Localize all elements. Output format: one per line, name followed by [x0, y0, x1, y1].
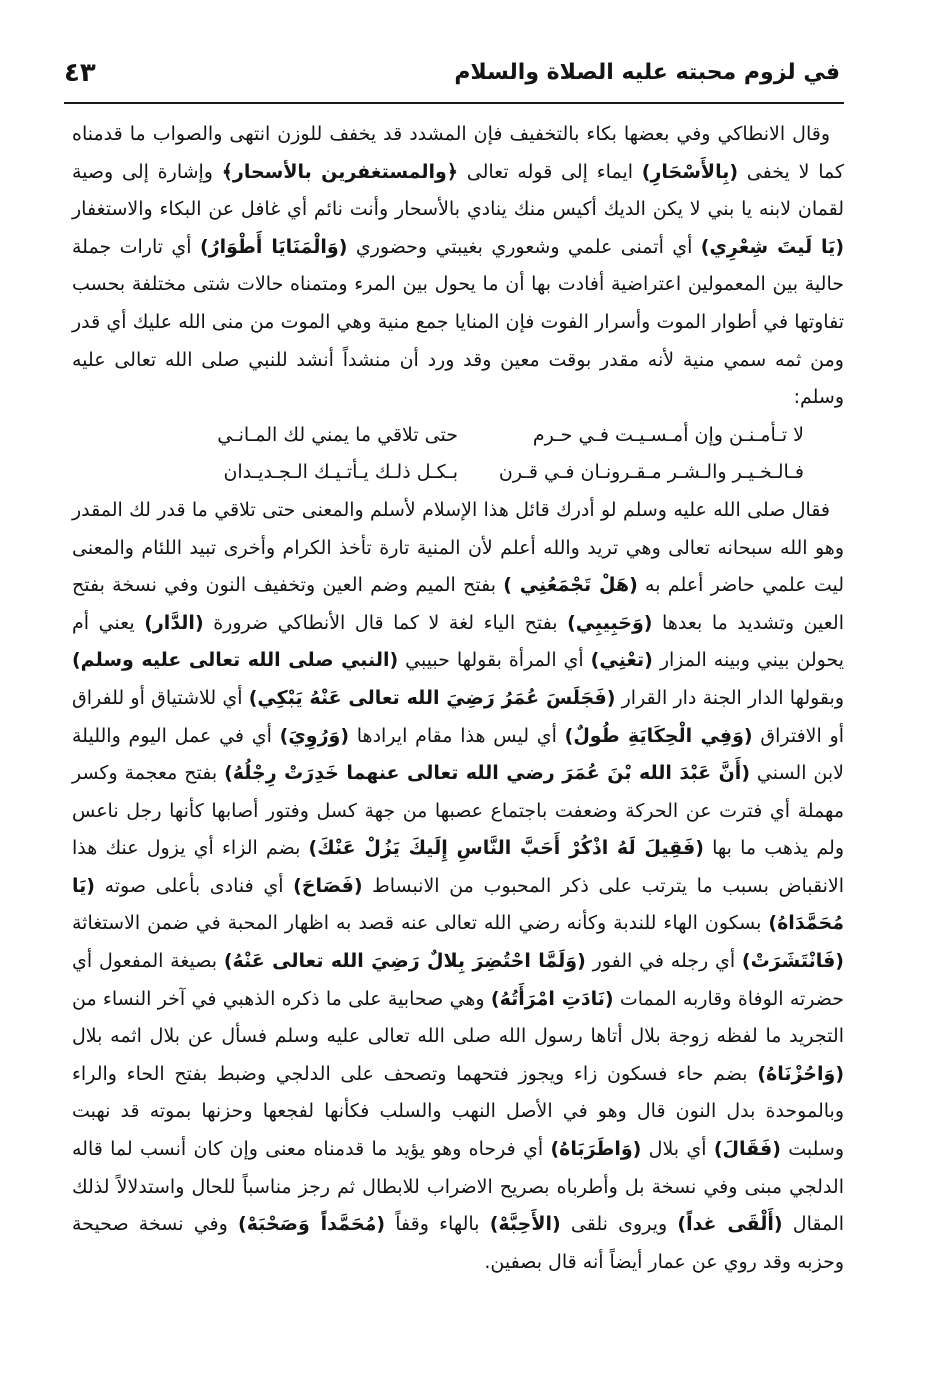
quoted-text: (بِالأَسْحَارِ) — [641, 160, 739, 183]
quoted-text: (الأَحِبَّهْ) — [489, 1213, 561, 1236]
quoted-text: (وَاحُزْنَاهُ) — [757, 1062, 844, 1085]
quoted-text: (فَصَاحَ) — [293, 874, 363, 897]
verse-first-hemistich: فـالـخـيـر والـشـر مـقـرونـان فـي قـرن — [498, 461, 804, 484]
verse-second-hemistich: حتى تلاقي ما يمني لك المـانـي — [217, 423, 458, 446]
quoted-text: (فَقَالَ) — [713, 1138, 781, 1161]
commentary-text: بفتح الميم وضم العين وتخفيف النون وفي نسخة بفتح العين وتشديد ما بعدها — [72, 574, 844, 634]
quoted-text: (أَلْقَى غداً) — [677, 1213, 783, 1236]
commentary-text: أي فرحاه وهو يؤيد ما قدمناه معنى وإن كان أنسب لما قاله الدلجي مبنى وفي نسخة بل وأطرباه بصريح الاضراب للابطال ثم رجز مناسباً للحال واستدلالاً لذلك المقال — [72, 1138, 845, 1236]
header-divider — [64, 102, 844, 104]
quoted-text: (النبي صلى الله تعالى عليه وسلم) — [72, 649, 399, 672]
quoted-text: (يَا لَيتَ شِعْرِي) — [700, 235, 844, 258]
verse-first-hemistich: لا تـأمـنـن وإن أمـسـيـت فـي حـرم — [532, 423, 804, 446]
quoted-text: (يَا مُحَمَّدَاهُ) — [72, 874, 844, 935]
commentary-text: وهي صحابية على ما ذكره الذهبي في آخر النساء من التجريد ما لفظه زوجة بلال أتاها رسول الله صلى الله تعالى عليه وسلم فسأل عن بلال اثمه بلال — [72, 987, 844, 1048]
commentary-text: بالهاء وقفاً — [385, 1213, 490, 1236]
page-number: ٤٣ — [64, 58, 96, 88]
quoted-text: (وَحَبِيبِي) — [567, 611, 653, 634]
commentary-text: بفتح الياء لغة لا كما قال الأنطاكي ضرورة — [203, 611, 568, 634]
main-text — [72, 116, 844, 1281]
quoted-text: (فَجَلَسَ عُمَرُ رَضِيَ الله تعالى عَنْهُ يَبْكِي) — [248, 686, 616, 709]
paragraph — [72, 492, 844, 1281]
quoted-text: (نَادَتِ امْرَأَتُهُ) — [490, 987, 614, 1010]
poem-verse — [72, 454, 844, 492]
quoted-text: (وَالْمَنَايَا أَطْوَارُ) — [199, 235, 348, 258]
commentary-text: أي تارات جملة حالية بين المعمولين اعتراضية أفادت بها أن ما يحول بين المرء ومتمناه حالات شتى مختلفة بحسب تفاوتها في أطوار الموت وأسرار الفوت فإن المنايا جمع منية وهي الموت من منى الله عليك أي قدر ومن ثمه سمي منية لأنه مقدر بوقت معين وقد ورد أن منشداً أنشد للنبي صلى الله تعالى عليه وسلم: — [72, 235, 844, 409]
commentary-text: أي فنادى بأعلى صوته — [94, 874, 294, 897]
commentary-text: يعني أم يحولن بيني وبينه المزار — [72, 611, 844, 672]
commentary-text: بفتح معجمة وكسر مهملة أي فترت عن الحركة وضعفت باجتماع عصبها من جهة كسل وفتور أصابها كأنها رجل ناعس ولم يذهب ما بها — [72, 762, 844, 860]
quoted-text: (وَرُوِيَ) — [279, 724, 350, 747]
page-header — [60, 56, 840, 90]
quoted-text: (هَلْ تَجْمَعُنِي ) — [503, 574, 638, 597]
commentary-text: وقال الانطاكي وفي بعضها بكاء بالتخفيف فإن المشدد قد يخفف للوزن انتهى والصواب ما قدمناه كما لا يخفى — [72, 123, 845, 183]
poem-verse — [72, 417, 844, 455]
quoted-text: (وَفِي الْحِكَايَةِ طُولٌ) — [564, 724, 753, 747]
commentary-text: بصيغة المفعول أي حضرته الوفاة وقاربه الممات — [72, 950, 845, 1010]
commentary-text: أي المرأة بقولها حبيبي — [398, 649, 591, 672]
verse-second-hemistich: بـكـل ذلـك يـأتـيـك الـجـديـدان — [223, 461, 458, 484]
quoted-text: (مُحَمَّداً وَصَحْبَهْ) — [238, 1213, 386, 1236]
commentary-text: أي رجله في الفور — [585, 950, 742, 973]
commentary-text: بضم حاء فسكون زاء ويجوز فتحهما وتصحف على الدلجي وضبط بفتح الحاء والراء وبالموحدة بدل النون قال وهو في الأصل النهب والسلب فكأنها لفجعها وحزنها بموته قد نهبت وسلبت — [72, 1062, 845, 1161]
paragraph — [72, 116, 844, 417]
quoted-text: (أَنَّ عَبْدَ الله بْنَ عُمَرَ رضي الله تعالى عنهما خَدِرَتْ رِجْلُهُ) — [224, 762, 750, 785]
poem-verses — [72, 417, 844, 492]
commentary-text: أي للاشتياق أو للفراق أو الافتراق — [72, 686, 845, 747]
quoted-text: (وَاطَرَبَاهُ) — [550, 1138, 642, 1161]
commentary-text: وفي نسخة صحيحة وحزبه وقد روي عن عمار أيضاً أنه قال بصفين. — [72, 1213, 844, 1273]
commentary-text: بضم الزاء أي يزول عنك هذا الانقباض بسبب ما يترتب على ذكر المحبوب من الانبساط — [72, 837, 845, 897]
commentary-text: أي في عمل اليوم والليلة لابن السني — [72, 724, 844, 785]
commentary-text: ويروى نلقى — [560, 1213, 678, 1236]
commentary-text: أي بلال — [641, 1138, 714, 1161]
commentary-text: وإشارة إلى وصية لقمان لابنه يا بني لا يكن الديك أكيس منك ينادي بالأسحار وأنت نائم أي غافل عن البكاء والاستغفار — [72, 160, 844, 221]
commentary-text: أي أتمنى علمي وشعوري بغيبتي وحضوري — [347, 235, 701, 258]
quoted-text: (فَانْتَشَرَتْ) — [741, 950, 844, 973]
commentary-text: فقال صلى الله عليه وسلم لو أدرك قائل هذا الإسلام لأسلم والمعنى حتى تلاقي ما قدر لك المقدر وهو الله سبحانه تعالى وهي تريد والله أعلم لأن المنية تارة تأخذ الكرام وأخرى تبيد اللئام والمعنى ليت علمي حاضر أعلم به — [72, 498, 844, 597]
quoted-text: (فَقِيلَ لَهُ اذْكُرْ أَحَبَّ النَّاسِ إِلَيكَ يَزُلْ عَنْكَ) — [308, 837, 704, 860]
commentary-text: أي ليس هذا مقام ايرادها — [349, 724, 565, 747]
commentary-text: وبقولها الدار الجنة دار القرار — [615, 686, 844, 709]
commentary-text: بسكون الهاء للندبة وكأنه رضي الله تعالى عنه قصد به اظهار المحبة في ضمن الاستغاثة — [72, 912, 769, 935]
running-title: في لزوم محبته عليه الصلاة والسلام — [454, 60, 840, 85]
quoted-text: (الدَّار) — [144, 611, 204, 634]
quoted-text: ﴿والمستغفرين بالأسحار﴾ — [221, 160, 458, 183]
commentary-text: ايماء إلى قوله تعالى — [457, 160, 642, 183]
quoted-text: (وَلَمَّا احْتُضِرَ بِلالٌ رَضِيَ الله تعالى عَنْهُ) — [223, 950, 586, 973]
quoted-text: (تعْنِي) — [590, 649, 653, 672]
